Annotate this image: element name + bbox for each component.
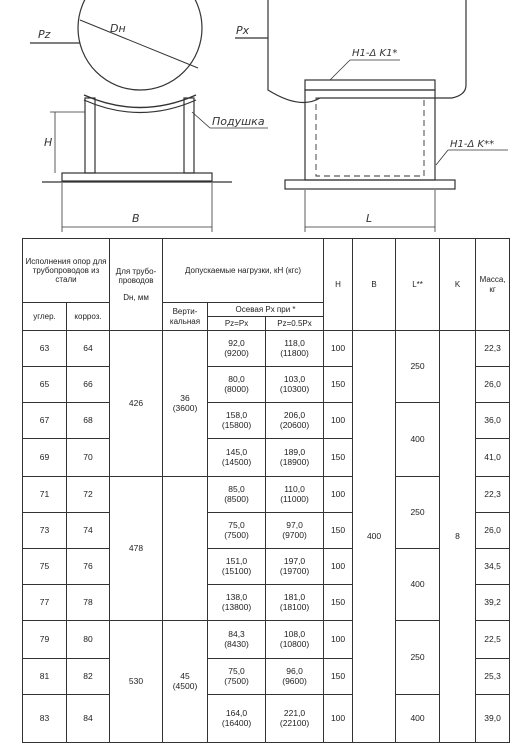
table-cell: 66: [67, 367, 110, 403]
table-cell: 97,0 (9700): [266, 513, 324, 549]
dn-cell: 530: [110, 621, 163, 743]
table-cell: 22,3: [476, 477, 510, 513]
table-cell: 41,0: [476, 439, 510, 477]
table-cell: 96,0 (9600): [266, 659, 324, 695]
table-cell: 75,0 (7500): [208, 659, 266, 695]
table-cell: 78: [67, 585, 110, 621]
l-cell: 250: [396, 477, 440, 549]
table-cell: 151,0 (15100): [208, 549, 266, 585]
table-row: [23, 331, 510, 367]
table-cell: 26,0: [476, 513, 510, 549]
table-row: [23, 403, 510, 439]
support-leg-right: [184, 98, 194, 173]
table-cell: 77: [23, 585, 67, 621]
table-cell: 84: [67, 695, 110, 743]
table-cell: 83: [23, 695, 67, 743]
k-header: K: [440, 239, 476, 331]
side-dim-label: H1-Δ K**: [450, 139, 495, 150]
table-cell: 73: [23, 513, 67, 549]
pipe-circle: [78, 0, 202, 90]
vertical-header: Верти-кальная: [163, 303, 208, 331]
table-cell: 118,0 (11800): [266, 331, 324, 367]
table-cell: 150: [324, 439, 353, 477]
table-cell: 100: [324, 621, 353, 659]
table-cell: 164,0 (16400): [208, 695, 266, 743]
table-cell: 68: [67, 403, 110, 439]
k-cell: 8: [440, 331, 476, 743]
vertical-cell: 36 (3600): [163, 331, 208, 477]
table-cell: 76: [67, 549, 110, 585]
table-cell: 81: [23, 659, 67, 695]
l-cell: 400: [396, 403, 440, 477]
table-cell: 108,0 (10800): [266, 621, 324, 659]
table-cell: 197,0 (19700): [266, 549, 324, 585]
l-cell: 250: [396, 331, 440, 403]
table-cell: 100: [324, 695, 353, 743]
table-row: [23, 477, 510, 513]
table-cell: 138,0 (13800): [208, 585, 266, 621]
table-cell: 26,0: [476, 367, 510, 403]
table-cell: 100: [324, 549, 353, 585]
table-cell: 72: [67, 477, 110, 513]
dn-cell: 478: [110, 477, 163, 621]
support-frame: [305, 80, 435, 90]
b-cell: 400: [353, 331, 396, 743]
l-header: L**: [396, 239, 440, 331]
table-row: [23, 695, 510, 743]
table-cell: 74: [67, 513, 110, 549]
b-header: B: [353, 239, 396, 331]
spec-table: [22, 238, 510, 743]
table-cell: 80,0 (8000): [208, 367, 266, 403]
table-cell: 69: [23, 439, 67, 477]
table-row: [23, 621, 510, 659]
loads-header: Допускаемые нагрузки, кН (кгс): [163, 239, 324, 303]
table-cell: 71: [23, 477, 67, 513]
table-cell: 39,2: [476, 585, 510, 621]
vertical-cell: 45 (4500): [163, 621, 208, 743]
table-cell: 150: [324, 367, 353, 403]
table-cell: 64: [67, 331, 110, 367]
table-cell: 85,0 (8500): [208, 477, 266, 513]
table-cell: 150: [324, 513, 353, 549]
versions-header: Исполнения опор для трубопроводов из стали: [23, 239, 110, 303]
table-cell: 221,0 (22100): [266, 695, 324, 743]
pad-curve: [84, 95, 196, 108]
table-cell: 25,3: [476, 659, 510, 695]
support-drawing: [0, 0, 524, 238]
table-cell: 158,0 (15800): [208, 403, 266, 439]
table-cell: 80: [67, 621, 110, 659]
table-row: [23, 549, 510, 585]
table-cell: 63: [23, 331, 67, 367]
table-cell: 103,0 (10300): [266, 367, 324, 403]
table-cell: 100: [324, 331, 353, 367]
vertical-cell: [163, 477, 208, 621]
table-cell: 39,0: [476, 695, 510, 743]
table-cell: 84,3 (8430): [208, 621, 266, 659]
mass-header: Масса, кг: [476, 239, 510, 331]
table-cell: 67: [23, 403, 67, 439]
l-cell: 250: [396, 621, 440, 695]
table-cell: 92,0 (9200): [208, 331, 266, 367]
table-cell: 206,0 (20600): [266, 403, 324, 439]
pad-label: Подушка: [212, 115, 265, 128]
table-cell: 181,0 (18100): [266, 585, 324, 621]
axial-header: Осевая Px при *: [208, 303, 324, 317]
pz-eq-header: Pz=Px: [208, 317, 266, 331]
table-cell: 75,0 (7500): [208, 513, 266, 549]
table-cell: 79: [23, 621, 67, 659]
table-cell: 145,0 (14500): [208, 439, 266, 477]
table-cell: 150: [324, 585, 353, 621]
table-cell: 82: [67, 659, 110, 695]
table-cell: 189,0 (18900): [266, 439, 324, 477]
corrosion-header: корроз.: [67, 303, 110, 331]
table-cell: 100: [324, 403, 353, 439]
table-cell: 110,0 (11000): [266, 477, 324, 513]
table-cell: 150: [324, 659, 353, 695]
table-cell: 65: [23, 367, 67, 403]
top-dim-label: H1-Δ K1*: [352, 48, 398, 59]
table-cell: 22,3: [476, 331, 510, 367]
table-cell: 75: [23, 549, 67, 585]
p-right-label: Px: [236, 24, 250, 37]
b-label: B: [132, 212, 140, 225]
h-header: H: [324, 239, 353, 331]
support-leg-left: [85, 98, 95, 173]
pz-half-header: Pz=0.5Px: [266, 317, 324, 331]
table-cell: 36,0: [476, 403, 510, 439]
base-plate: [62, 173, 212, 181]
l-cell: 400: [396, 549, 440, 621]
l-label: L: [366, 212, 373, 225]
table-cell: 22,5: [476, 621, 510, 659]
p-left-label: Pz: [38, 28, 51, 41]
dn-cell: 426: [110, 331, 163, 477]
table-cell: 34,5: [476, 549, 510, 585]
carbon-header: углер.: [23, 303, 67, 331]
l-cell: 400: [396, 695, 440, 743]
table-cell: 100: [324, 477, 353, 513]
h-label: H: [44, 136, 53, 149]
dn-label: Dн: [110, 22, 126, 35]
table-cell: 70: [67, 439, 110, 477]
pipe-header: Для трубо-проводов Dн, мм: [110, 239, 163, 331]
